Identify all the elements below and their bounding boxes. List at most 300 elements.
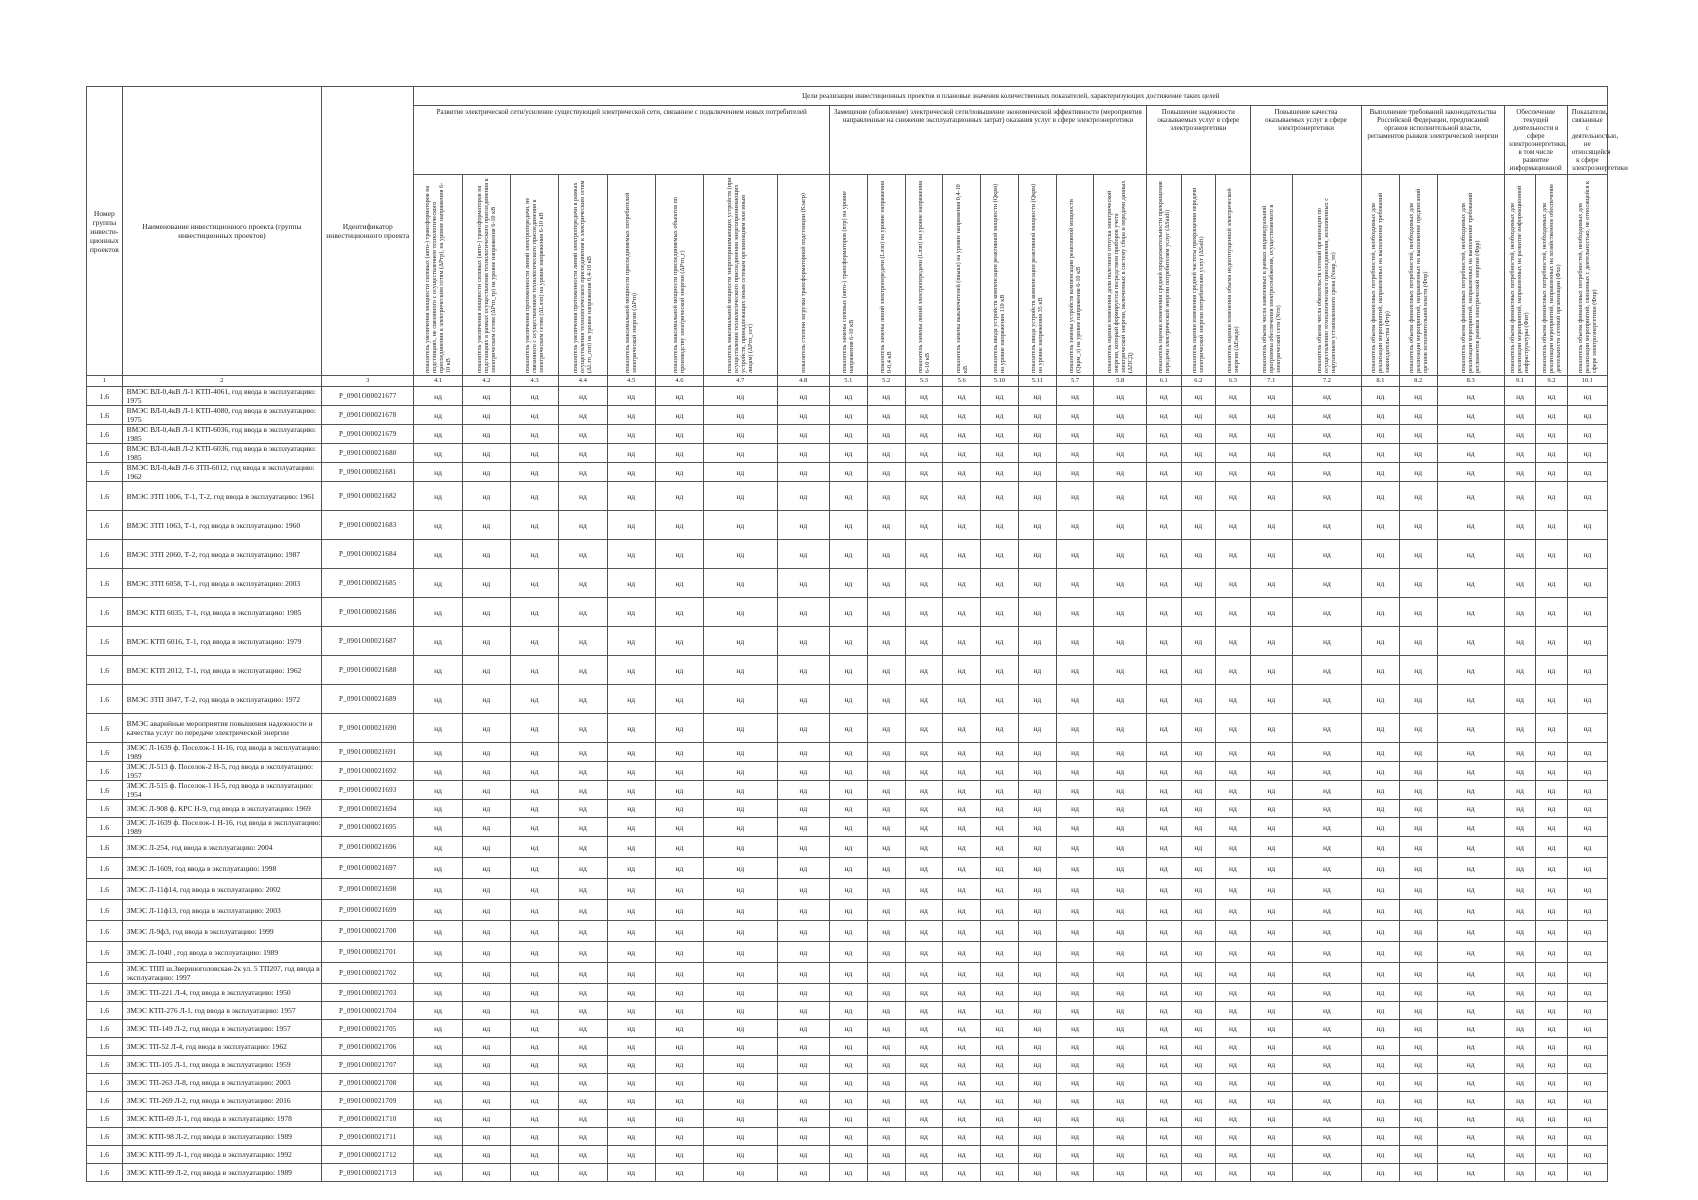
value-cell: нд xyxy=(462,1146,510,1164)
value-cell: нд xyxy=(1018,1074,1056,1092)
value-cell: нд xyxy=(1181,627,1216,656)
value-cell: нд xyxy=(1181,858,1216,879)
value-cell: нд xyxy=(559,1056,607,1074)
value-cell: нд xyxy=(1437,1056,1504,1074)
value-cell: нд xyxy=(1250,1164,1292,1182)
value-cell: нд xyxy=(981,1038,1019,1056)
value-cell: нд xyxy=(1018,900,1056,921)
value-cell: нд xyxy=(1504,714,1535,743)
project-name-cell: ЗМЭС ТП-221 Л-4, год ввода в эксплуатацию: 1950 xyxy=(122,984,321,1002)
value-cell: нд xyxy=(905,685,943,714)
value-cell: нд xyxy=(510,627,558,656)
value-cell: нд xyxy=(1536,743,1567,762)
value-cell: нд xyxy=(1399,598,1437,627)
indicator-label: показатель объема финансовых потребностей, необходимых для реализации мероприятий, направленных на выполнение требований законодательства (Фтр) xyxy=(1369,192,1391,373)
project-name-cell: ЗМЭС КТП-98 Л-2, год ввода в эксплуатацию: 1989 xyxy=(122,1128,321,1146)
value-cell: нд xyxy=(1146,963,1181,984)
value-cell: нд xyxy=(1292,1002,1361,1020)
value-cell: нд xyxy=(1181,781,1216,800)
value-cell: нд xyxy=(1018,540,1056,569)
value-cell: нд xyxy=(1292,1110,1361,1128)
value-cell: нд xyxy=(559,482,607,511)
indicator-label: показатель замены линий электропередачи (Lлэп) на уровне напряжения 6-10 кВ xyxy=(916,181,931,373)
value-cell: нд xyxy=(1536,858,1567,879)
value-cell: нд xyxy=(777,406,829,425)
value-cell: нд xyxy=(943,444,981,463)
value-cell: нд xyxy=(1567,1038,1607,1056)
value-cell: нд xyxy=(1056,444,1094,463)
value-cell: нд xyxy=(943,425,981,444)
value-cell: нд xyxy=(1250,1110,1292,1128)
value-cell: нд xyxy=(981,444,1019,463)
value-cell: нд xyxy=(777,540,829,569)
value-cell: нд xyxy=(1504,444,1535,463)
value-cell: нд xyxy=(1399,685,1437,714)
project-id-cell: P_0901O00021699 xyxy=(322,900,414,921)
column-number: 4.8 xyxy=(777,376,829,387)
value-cell: нд xyxy=(981,800,1019,818)
value-cell: нд xyxy=(655,921,703,942)
project-name-cell: ЗМЭС КТП-99 Л-2, год ввода в эксплуатацию: 1989 xyxy=(122,1164,321,1182)
value-cell: нд xyxy=(1181,540,1216,569)
value-cell: нд xyxy=(655,1038,703,1056)
project-id-cell: P_0901O00021711 xyxy=(322,1128,414,1146)
value-cell: нд xyxy=(559,569,607,598)
value-cell: нд xyxy=(1094,425,1146,444)
value-cell: нд xyxy=(1146,1110,1181,1128)
value-cell: нд xyxy=(607,387,655,406)
value-cell: нд xyxy=(1399,800,1437,818)
value-cell: нд xyxy=(1536,984,1567,1002)
value-cell: нд xyxy=(1250,837,1292,858)
table-row xyxy=(87,963,1608,984)
value-cell: нд xyxy=(1567,1146,1607,1164)
value-cell: нд xyxy=(1146,511,1181,540)
value-cell: нд xyxy=(1292,444,1361,463)
value-cell: нд xyxy=(462,1092,510,1110)
value-cell: нд xyxy=(462,921,510,942)
value-cell: нд xyxy=(1504,781,1535,800)
value-cell: нд xyxy=(1362,800,1400,818)
value-cell: нд xyxy=(607,714,655,743)
value-cell: нд xyxy=(1216,1074,1251,1092)
value-cell: нд xyxy=(1292,800,1361,818)
table-row xyxy=(87,685,1608,714)
value-cell: нд xyxy=(777,781,829,800)
value-cell: нд xyxy=(1399,1038,1437,1056)
indicator-header xyxy=(655,175,703,376)
value-cell: нд xyxy=(905,463,943,482)
value-cell: нд xyxy=(655,818,703,837)
value-cell: нд xyxy=(1250,406,1292,425)
value-cell: нд xyxy=(1018,425,1056,444)
group-header: Показатели, связанные с деятельностью, не относящейся к сфере электроэнергетики xyxy=(1567,106,1607,175)
value-cell: нд xyxy=(704,963,777,984)
project-name-cell: ЗМЭС Л-11ф14, год ввода в эксплуатацию: 2002 xyxy=(122,879,321,900)
value-cell: нд xyxy=(1056,406,1094,425)
value-cell: нд xyxy=(1567,942,1607,963)
value-cell: нд xyxy=(905,406,943,425)
value-cell: нд xyxy=(1181,942,1216,963)
project-name-cell: ВМЭС ВЛ-0,4кВ Л-2 КТП-6036, год ввода в эксплуатацию: 1985 xyxy=(122,444,321,463)
value-cell: нд xyxy=(1056,482,1094,511)
value-cell: нд xyxy=(559,743,607,762)
value-cell: нд xyxy=(704,1056,777,1074)
value-cell: нд xyxy=(1094,743,1146,762)
value-cell: нд xyxy=(510,1074,558,1092)
value-cell: нд xyxy=(704,762,777,781)
value-cell: нд xyxy=(655,1020,703,1038)
project-id-cell: P_0901O00021705 xyxy=(322,1020,414,1038)
group-number-cell: 1.6 xyxy=(87,837,123,858)
group-number-cell: 1.6 xyxy=(87,1092,123,1110)
table-row xyxy=(87,1146,1608,1164)
value-cell: нд xyxy=(867,1074,905,1092)
group-number-cell: 1.6 xyxy=(87,1164,123,1182)
value-cell: нд xyxy=(1146,1002,1181,1020)
project-id-cell: P_0901O00021701 xyxy=(322,942,414,963)
value-cell: нд xyxy=(943,482,981,511)
value-cell: нд xyxy=(704,921,777,942)
value-cell: нд xyxy=(607,984,655,1002)
value-cell: нд xyxy=(1250,1128,1292,1146)
value-cell: нд xyxy=(1056,1164,1094,1182)
value-cell: нд xyxy=(607,685,655,714)
value-cell: нд xyxy=(510,540,558,569)
value-cell: нд xyxy=(1362,569,1400,598)
value-cell: нд xyxy=(1094,714,1146,743)
value-cell: нд xyxy=(867,1146,905,1164)
value-cell: нд xyxy=(1362,858,1400,879)
value-cell: нд xyxy=(1181,818,1216,837)
group-number-cell: 1.6 xyxy=(87,598,123,627)
column-number: 4.5 xyxy=(607,376,655,387)
value-cell: нд xyxy=(1094,984,1146,1002)
value-cell: нд xyxy=(1399,1020,1437,1038)
column-number: 5.2 xyxy=(867,376,905,387)
project-name-cell: ВМЭС КТП 6035, Т-1, год ввода в эксплуатацию: 1985 xyxy=(122,598,321,627)
value-cell: нд xyxy=(943,685,981,714)
value-cell: нд xyxy=(704,1110,777,1128)
value-cell: нд xyxy=(1250,482,1292,511)
value-cell: нд xyxy=(704,743,777,762)
value-cell: нд xyxy=(1437,984,1504,1002)
value-cell: нд xyxy=(607,879,655,900)
indicator-label: показатель оценки изменения объема недоотпущенной электрической энергии (ΔEнедо) xyxy=(1225,188,1240,373)
value-cell: нд xyxy=(559,1020,607,1038)
project-name-cell: ЗМЭС ТП-105 Л-1, год ввода в эксплуатацию: 1959 xyxy=(122,1056,321,1074)
value-cell: нд xyxy=(1094,463,1146,482)
value-cell: нд xyxy=(1292,463,1361,482)
value-cell: нд xyxy=(867,598,905,627)
value-cell: нд xyxy=(1216,540,1251,569)
value-cell: нд xyxy=(1094,406,1146,425)
value-cell: нд xyxy=(1292,743,1361,762)
value-cell: нд xyxy=(1362,387,1400,406)
value-cell: нд xyxy=(777,425,829,444)
value-cell: нд xyxy=(1250,921,1292,942)
value-cell: нд xyxy=(1094,1146,1146,1164)
value-cell: нд xyxy=(1567,963,1607,984)
value-cell: нд xyxy=(1018,963,1056,984)
value-cell: нд xyxy=(981,1164,1019,1182)
value-cell: нд xyxy=(1399,900,1437,921)
value-cell: нд xyxy=(1504,598,1535,627)
column-number: 5.3 xyxy=(905,376,943,387)
value-cell: нд xyxy=(1437,387,1504,406)
project-id-cell: P_0901O00021708 xyxy=(322,1074,414,1092)
group-header: Обеспечение текущей деятельности в сфере электроэнергетики, в том числе развитие информационной xyxy=(1504,106,1567,175)
value-cell: нд xyxy=(655,984,703,1002)
value-cell: нд xyxy=(559,837,607,858)
value-cell: нд xyxy=(704,1002,777,1020)
value-cell: нд xyxy=(1292,540,1361,569)
col-project-name-header: Наименование инвестиционного проекта (группы инвестиционных проектов) xyxy=(122,87,321,376)
value-cell: нд xyxy=(414,858,462,879)
value-cell: нд xyxy=(829,511,867,540)
value-cell: нд xyxy=(1399,406,1437,425)
value-cell: нд xyxy=(1536,1038,1567,1056)
value-cell: нд xyxy=(777,482,829,511)
value-cell: нд xyxy=(1181,1056,1216,1074)
value-cell: нд xyxy=(655,879,703,900)
value-cell: нд xyxy=(462,743,510,762)
project-id-cell: P_0901O00021702 xyxy=(322,963,414,984)
value-cell: нд xyxy=(414,1146,462,1164)
value-cell: нд xyxy=(905,858,943,879)
value-cell: нд xyxy=(867,406,905,425)
value-cell: нд xyxy=(1362,1038,1400,1056)
value-cell: нд xyxy=(1250,1056,1292,1074)
indicator-header xyxy=(1567,175,1607,376)
value-cell: нд xyxy=(559,1074,607,1092)
value-cell: нд xyxy=(1536,540,1567,569)
investment-table xyxy=(86,86,1628,1182)
value-cell: нд xyxy=(1146,1038,1181,1056)
value-cell: нд xyxy=(655,444,703,463)
value-cell: нд xyxy=(1181,463,1216,482)
value-cell: нд xyxy=(607,482,655,511)
value-cell: нд xyxy=(559,762,607,781)
value-cell: нд xyxy=(1094,1092,1146,1110)
value-cell: нд xyxy=(1018,656,1056,685)
value-cell: нд xyxy=(829,1038,867,1056)
value-cell: нд xyxy=(655,1164,703,1182)
value-cell: нд xyxy=(1292,1038,1361,1056)
value-cell: нд xyxy=(1018,406,1056,425)
value-cell: нд xyxy=(462,1164,510,1182)
value-cell: нд xyxy=(1216,406,1251,425)
project-name-cell: ВМЭС аварийные мероприятия повышения надежности и качества услуг по передаче электрической энергии xyxy=(122,714,321,743)
value-cell: нд xyxy=(943,1002,981,1020)
value-cell: нд xyxy=(829,984,867,1002)
value-cell: нд xyxy=(777,879,829,900)
value-cell: нд xyxy=(1362,762,1400,781)
group-number-cell: 1.6 xyxy=(87,1002,123,1020)
table-row xyxy=(87,714,1608,743)
value-cell: нд xyxy=(607,1074,655,1092)
value-cell: нд xyxy=(1018,800,1056,818)
value-cell: нд xyxy=(777,463,829,482)
indicator-header xyxy=(943,175,981,376)
value-cell: нд xyxy=(1146,879,1181,900)
table-row xyxy=(87,598,1608,627)
table-row xyxy=(87,656,1608,685)
indicator-header xyxy=(462,175,510,376)
value-cell: нд xyxy=(905,781,943,800)
value-cell: нд xyxy=(1216,879,1251,900)
project-id-cell: P_0901O00021706 xyxy=(322,1038,414,1056)
project-id-cell: P_0901O00021677 xyxy=(322,387,414,406)
value-cell: нд xyxy=(1094,900,1146,921)
value-cell: нд xyxy=(559,800,607,818)
value-cell: нд xyxy=(1094,685,1146,714)
value-cell: нд xyxy=(462,1002,510,1020)
project-name-cell: ЗМЭС Л-1639 ф. Поселок-1 Н-16, год ввода в эксплуатацию: 1989 xyxy=(122,743,321,762)
value-cell: нд xyxy=(1399,1074,1437,1092)
value-cell: нд xyxy=(510,569,558,598)
value-cell: нд xyxy=(867,963,905,984)
value-cell: нд xyxy=(1216,444,1251,463)
value-cell: нд xyxy=(704,627,777,656)
value-cell: нд xyxy=(1146,1074,1181,1092)
value-cell: нд xyxy=(1250,858,1292,879)
value-cell: нд xyxy=(981,1110,1019,1128)
value-cell: нд xyxy=(414,482,462,511)
value-cell: нд xyxy=(510,942,558,963)
value-cell: нд xyxy=(462,482,510,511)
table-row xyxy=(87,1128,1608,1146)
investment-table-sheet xyxy=(86,86,1628,1182)
value-cell: нд xyxy=(1536,781,1567,800)
value-cell: нд xyxy=(1292,387,1361,406)
value-cell: нд xyxy=(704,685,777,714)
indicator-label: показатель объема финансовых потребностей, необходимых для реализации мероприятий, направленных на развитие информационной инфраструктуры (Фит) xyxy=(1509,185,1531,373)
indicator-label: показатель замены устройств компенсации реактивной мощности (Qкрм_з) на уровне напряжения 6-10 кВ xyxy=(1068,199,1083,373)
column-number: 4.4 xyxy=(559,376,607,387)
project-id-cell: P_0901O00021695 xyxy=(322,818,414,837)
value-cell: нд xyxy=(510,714,558,743)
value-cell: нд xyxy=(414,900,462,921)
value-cell: нд xyxy=(905,714,943,743)
value-cell: нд xyxy=(1181,900,1216,921)
value-cell: нд xyxy=(607,837,655,858)
value-cell: нд xyxy=(1216,858,1251,879)
value-cell: нд xyxy=(1567,482,1607,511)
value-cell: нд xyxy=(559,963,607,984)
value-cell: нд xyxy=(462,900,510,921)
value-cell: нд xyxy=(777,984,829,1002)
value-cell: нд xyxy=(1018,444,1056,463)
value-cell: нд xyxy=(607,511,655,540)
value-cell: нд xyxy=(1181,1164,1216,1182)
value-cell: нд xyxy=(1567,656,1607,685)
table-row xyxy=(87,818,1608,837)
value-cell: нд xyxy=(1146,858,1181,879)
value-cell: нд xyxy=(943,900,981,921)
value-cell: нд xyxy=(1250,425,1292,444)
value-cell: нд xyxy=(704,482,777,511)
project-name-cell: ЗМЭС КТП-99 Л-1, год ввода в эксплуатацию: 1992 xyxy=(122,1146,321,1164)
value-cell: нд xyxy=(1056,463,1094,482)
value-cell: нд xyxy=(1018,781,1056,800)
table-row xyxy=(87,1020,1608,1038)
value-cell: нд xyxy=(1181,656,1216,685)
value-cell: нд xyxy=(905,1164,943,1182)
value-cell: нд xyxy=(462,879,510,900)
value-cell: нд xyxy=(1018,1164,1056,1182)
value-cell: нд xyxy=(559,858,607,879)
value-cell: нд xyxy=(1567,1056,1607,1074)
value-cell: нд xyxy=(777,942,829,963)
value-cell: нд xyxy=(867,743,905,762)
value-cell: нд xyxy=(510,1002,558,1020)
value-cell: нд xyxy=(1292,837,1361,858)
value-cell: нд xyxy=(1362,1164,1400,1182)
value-cell: нд xyxy=(1250,444,1292,463)
value-cell: нд xyxy=(462,444,510,463)
value-cell: нд xyxy=(1018,1020,1056,1038)
value-cell: нд xyxy=(867,837,905,858)
value-cell: нд xyxy=(1181,425,1216,444)
indicator-header xyxy=(607,175,655,376)
value-cell: нд xyxy=(1181,963,1216,984)
value-cell: нд xyxy=(1292,900,1361,921)
project-name-cell: ВМЭС ЗТП 2060, Т-2, год ввода в эксплуатацию: 1987 xyxy=(122,540,321,569)
value-cell: нд xyxy=(981,685,1019,714)
column-number: 5.7 xyxy=(1056,376,1094,387)
value-cell: нд xyxy=(1437,569,1504,598)
value-cell: нд xyxy=(1181,714,1216,743)
value-cell: нд xyxy=(1567,1002,1607,1020)
value-cell: нд xyxy=(1216,598,1251,627)
value-cell: нд xyxy=(462,627,510,656)
group-header: Замещение (обновление) электрической сети/повышение экономической эффективности (мероприятия направленные на снижение эксплуатационных затрат) оказания услуг в сфере электроэнергетики xyxy=(829,106,1146,175)
value-cell: нд xyxy=(1504,387,1535,406)
value-cell: нд xyxy=(1504,1164,1535,1182)
value-cell: нд xyxy=(1181,921,1216,942)
value-cell: нд xyxy=(1399,482,1437,511)
value-cell: нд xyxy=(905,1002,943,1020)
project-name-cell: ЗМЭС ТП-149 Л-2, год ввода в эксплуатацию: 1957 xyxy=(122,1020,321,1038)
table-row xyxy=(87,800,1608,818)
table-row xyxy=(87,942,1608,963)
value-cell: нд xyxy=(1018,1038,1056,1056)
value-cell: нд xyxy=(1216,1056,1251,1074)
value-cell: нд xyxy=(559,1038,607,1056)
value-cell: нд xyxy=(777,900,829,921)
table-row xyxy=(87,1110,1608,1128)
column-number: 3 xyxy=(322,376,414,387)
value-cell: нд xyxy=(559,714,607,743)
value-cell: нд xyxy=(655,540,703,569)
value-cell: нд xyxy=(1181,1092,1216,1110)
value-cell: нд xyxy=(829,900,867,921)
value-cell: нд xyxy=(462,858,510,879)
value-cell: нд xyxy=(1567,879,1607,900)
value-cell: нд xyxy=(1536,444,1567,463)
group-number-cell: 1.6 xyxy=(87,569,123,598)
value-cell: нд xyxy=(462,1110,510,1128)
value-cell: нд xyxy=(1094,963,1146,984)
value-cell: нд xyxy=(1292,1020,1361,1038)
value-cell: нд xyxy=(1018,743,1056,762)
value-cell: нд xyxy=(1567,406,1607,425)
value-cell: нд xyxy=(1181,1146,1216,1164)
group-number-cell: 1.6 xyxy=(87,818,123,837)
project-id-cell: P_0901O00021700 xyxy=(322,921,414,942)
value-cell: нд xyxy=(1292,1128,1361,1146)
